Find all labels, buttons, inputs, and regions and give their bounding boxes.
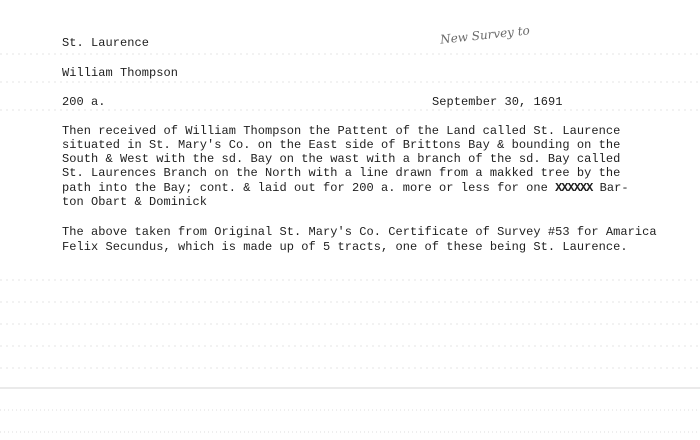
tract-name: St. Laurence [62, 36, 150, 50]
acreage: 200 a. [62, 95, 106, 109]
paragraph2-line-1: The above taken from Original St. Mary's Co. Certificate of Survey #53 for Amarica [62, 225, 657, 239]
document-date: September 30, 1691 [432, 95, 563, 109]
handwritten-annotation: New Survey to [439, 23, 531, 47]
paragraph1-line-4: St. Laurences Branch on the North with a line drawn from a makked tree by the [62, 166, 621, 180]
typed-strikeout: XXXXXX [555, 181, 593, 195]
paragraph1-line-5-end: Bar- [592, 181, 629, 195]
paragraph2-line-2: Felix Secundus, which is made up of 5 tracts, one of these being St. Laurence. [62, 240, 628, 254]
paragraph1-line-6: ton Obart & Dominick [62, 195, 208, 209]
paragraph1-line-1: Then received of William Thompson the Pattent of the Land called St. Laurence [62, 124, 621, 138]
paragraph1-line-5 [62, 181, 629, 195]
paragraph1-line-5-text: path into the Bay; cont. & laid out for 200 a. more or less for one [62, 181, 556, 195]
grantee-name: William Thompson [62, 66, 179, 80]
paragraph1-line-2: situated in St. Mary's Co. on the East side of Brittons Bay & bounding on the [62, 138, 621, 152]
paragraph1-line-3: South & West with the sd. Bay on the wast with a branch of the sd. Bay called [62, 152, 621, 166]
